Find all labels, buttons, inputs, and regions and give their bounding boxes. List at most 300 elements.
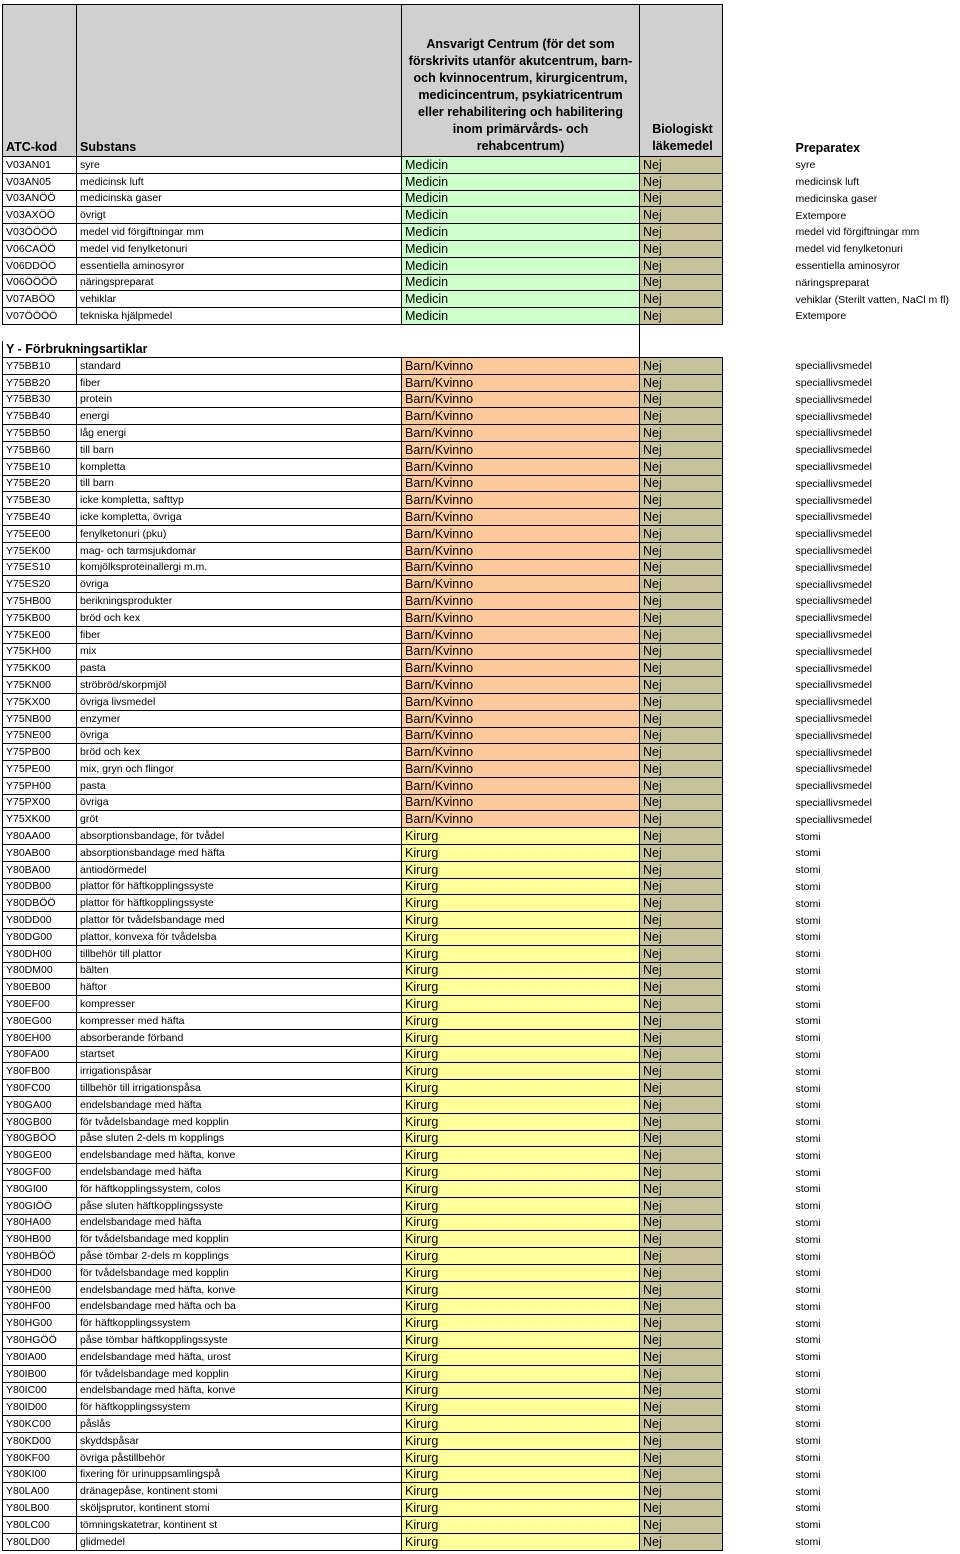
preparatex-cell[interactable]: speciallivsmedel [795, 629, 872, 642]
empty-cell[interactable] [723, 1516, 793, 1533]
preparatex-cell[interactable]: medicinska gaser [795, 192, 878, 205]
substans-cell[interactable]: övrigt [77, 207, 402, 224]
substans-cell[interactable]: gröt [77, 811, 402, 828]
substans-cell[interactable]: tillbehör till plattor [77, 945, 402, 962]
substans-cell[interactable]: dränagepåse, kontinent stomi [77, 1483, 402, 1500]
atc-code-cell[interactable]: Y80KI00 [3, 1466, 77, 1483]
empty-cell[interactable] [723, 224, 793, 241]
ansvarigt-centrum-cell[interactable]: Barn/Kvinno [402, 643, 640, 660]
substans-cell[interactable]: endelsbandage med häfta [77, 1214, 402, 1231]
ansvarigt-centrum-cell[interactable]: Kirurg [402, 1281, 640, 1298]
substans-cell[interactable]: påse sluten häftkopplingssyste [77, 1197, 402, 1214]
substans-cell[interactable]: medicinsk luft [77, 173, 402, 190]
empty-cell[interactable] [723, 357, 793, 374]
empty-cell[interactable] [3, 324, 77, 341]
empty-cell[interactable] [723, 1181, 793, 1198]
biologiskt-cell[interactable]: Nej [640, 408, 723, 425]
preparatex-cell[interactable]: stomi [795, 1485, 821, 1498]
substans-cell[interactable]: fixering för urinuppsamlingspå [77, 1466, 402, 1483]
atc-code-cell[interactable]: Y75NE00 [3, 727, 77, 744]
atc-code-cell[interactable]: Y80HBÖÖ [3, 1248, 77, 1265]
biologiskt-cell[interactable]: Nej [640, 710, 723, 727]
biologiskt-cell[interactable]: Nej [640, 492, 723, 509]
atc-code-cell[interactable]: Y75BE40 [3, 509, 77, 526]
ansvarigt-centrum-cell[interactable]: Medicin [402, 190, 640, 207]
atc-code-cell[interactable]: Y80AA00 [3, 828, 77, 845]
substans-cell[interactable]: för häftkopplingssystem [77, 1399, 402, 1416]
atc-code-cell[interactable]: Y75HB00 [3, 593, 77, 610]
atc-code-cell[interactable]: Y75BE20 [3, 475, 77, 492]
atc-code-cell[interactable]: Y80FB00 [3, 1063, 77, 1080]
preparatex-cell[interactable]: stomi [795, 1048, 821, 1061]
atc-code-cell[interactable]: Y80HE00 [3, 1281, 77, 1298]
biologiskt-cell[interactable]: Nej [640, 945, 723, 962]
ansvarigt-centrum-cell[interactable]: Kirurg [402, 1416, 640, 1433]
substans-cell[interactable]: endelsbandage med häfta [77, 1164, 402, 1181]
atc-code-cell[interactable]: Y80AB00 [3, 845, 77, 862]
substans-cell[interactable]: mag- och tarmsjukdomar [77, 542, 402, 559]
empty-cell[interactable] [723, 979, 793, 996]
ansvarigt-centrum-cell[interactable]: Kirurg [402, 1248, 640, 1265]
preparatex-cell[interactable]: speciallivsmedel [795, 679, 872, 692]
substans-cell[interactable]: kompresser med häfta [77, 1013, 402, 1030]
biologiskt-cell[interactable]: Nej [640, 1248, 723, 1265]
ansvarigt-centrum-cell[interactable]: Kirurg [402, 1332, 640, 1349]
empty-cell[interactable] [723, 425, 793, 442]
atc-code-cell[interactable]: Y80EB00 [3, 979, 77, 996]
biologiskt-cell[interactable]: Nej [640, 425, 723, 442]
preparatex-cell[interactable]: speciallivsmedel [795, 746, 872, 759]
atc-code-cell[interactable]: Y75BB60 [3, 441, 77, 458]
biologiskt-cell[interactable]: Nej [640, 1013, 723, 1030]
substans-cell[interactable]: absorptionsbandage med häfta [77, 845, 402, 862]
preparatex-cell[interactable]: syre [795, 159, 816, 172]
biologiskt-cell[interactable]: Nej [640, 1147, 723, 1164]
biologiskt-cell[interactable]: Nej [640, 693, 723, 710]
atc-code-cell[interactable]: Y80KC00 [3, 1416, 77, 1433]
atc-code-cell[interactable]: V03ANÖÖ [3, 190, 77, 207]
ansvarigt-centrum-cell[interactable]: Kirurg [402, 1130, 640, 1147]
atc-code-cell[interactable]: Y75BB40 [3, 408, 77, 425]
ansvarigt-centrum-cell[interactable]: Barn/Kvinno [402, 693, 640, 710]
ansvarigt-centrum-cell[interactable]: Barn/Kvinno [402, 576, 640, 593]
ansvarigt-centrum-cell[interactable]: Medicin [402, 308, 640, 325]
ansvarigt-centrum-cell[interactable]: Barn/Kvinno [402, 525, 640, 542]
substans-cell[interactable]: berikningsprodukter [77, 593, 402, 610]
preparatex-cell[interactable]: stomi [795, 897, 821, 910]
substans-cell[interactable]: påse tömbar 2-dels m kopplings [77, 1248, 402, 1265]
preparatex-cell[interactable]: stomi [795, 1099, 821, 1112]
empty-cell[interactable] [723, 962, 793, 979]
substans-cell[interactable]: kompletta [77, 458, 402, 475]
biologiskt-cell[interactable]: Nej [640, 861, 723, 878]
atc-code-cell[interactable]: Y80GE00 [3, 1147, 77, 1164]
ansvarigt-centrum-cell[interactable]: Barn/Kvinno [402, 777, 640, 794]
preparatex-cell[interactable]: speciallivsmedel [795, 511, 872, 524]
empty-cell[interactable] [723, 945, 793, 962]
preparatex-cell[interactable]: Extempore [795, 209, 847, 222]
ansvarigt-centrum-cell[interactable]: Kirurg [402, 1164, 640, 1181]
substans-cell[interactable]: antiodörmedel [77, 861, 402, 878]
biologiskt-cell[interactable]: Nej [640, 357, 723, 374]
ansvarigt-centrum-cell[interactable]: Medicin [402, 291, 640, 308]
ansvarigt-centrum-cell[interactable]: Kirurg [402, 1399, 640, 1416]
atc-code-cell[interactable]: Y80EG00 [3, 1013, 77, 1030]
ansvarigt-centrum-cell[interactable]: Barn/Kvinno [402, 559, 640, 576]
preparatex-cell[interactable]: speciallivsmedel [795, 763, 872, 776]
substans-cell[interactable]: tömningskatetrar, kontinent st [77, 1516, 402, 1533]
biologiskt-cell[interactable]: Nej [640, 1348, 723, 1365]
preparatex-cell[interactable]: stomi [795, 1116, 821, 1129]
biologiskt-cell[interactable]: Nej [640, 207, 723, 224]
ansvarigt-centrum-cell[interactable]: Kirurg [402, 895, 640, 912]
empty-cell[interactable] [723, 761, 793, 778]
biologiskt-cell[interactable]: Nej [640, 441, 723, 458]
atc-code-cell[interactable]: V03AXÖÖ [3, 207, 77, 224]
substans-cell[interactable]: endelsbandage med häfta, konve [77, 1147, 402, 1164]
preparatex-cell[interactable]: stomi [795, 1082, 821, 1095]
preparatex-cell[interactable]: stomi [795, 1468, 821, 1481]
empty-cell[interactable] [723, 1315, 793, 1332]
empty-cell[interactable] [723, 1466, 793, 1483]
atc-code-cell[interactable]: Y80DG00 [3, 929, 77, 946]
ansvarigt-centrum-cell[interactable]: Kirurg [402, 1063, 640, 1080]
preparatex-cell[interactable]: medicinsk luft [795, 176, 860, 189]
empty-cell[interactable] [723, 626, 793, 643]
substans-cell[interactable]: startset [77, 1046, 402, 1063]
biologiskt-cell[interactable]: Nej [640, 660, 723, 677]
biologiskt-cell[interactable]: Nej [640, 609, 723, 626]
substans-cell[interactable]: plattor för tvådelsbandage med [77, 912, 402, 929]
empty-cell[interactable] [723, 794, 793, 811]
preparatex-cell[interactable]: speciallivsmedel [795, 595, 872, 608]
substans-cell[interactable]: endelsbandage med häfta, konve [77, 1281, 402, 1298]
atc-code-cell[interactable]: Y80GA00 [3, 1097, 77, 1114]
biologiskt-cell[interactable]: Nej [640, 1164, 723, 1181]
empty-cell[interactable] [723, 845, 793, 862]
ansvarigt-centrum-cell[interactable]: Medicin [402, 207, 640, 224]
biologiskt-cell[interactable]: Nej [640, 458, 723, 475]
empty-cell[interactable] [723, 1097, 793, 1114]
empty-cell[interactable] [723, 744, 793, 761]
biologiskt-cell[interactable]: Nej [640, 1399, 723, 1416]
atc-code-cell[interactable]: Y80DBÖÖ [3, 895, 77, 912]
substans-cell[interactable]: sköljsprutor, kontinent stomi [77, 1500, 402, 1517]
biologiskt-cell[interactable]: Nej [640, 240, 723, 257]
ansvarigt-centrum-cell[interactable]: Kirurg [402, 1147, 640, 1164]
ansvarigt-centrum-cell[interactable]: Barn/Kvinno [402, 458, 640, 475]
biologiskt-cell[interactable]: Nej [640, 1365, 723, 1382]
ansvarigt-centrum-cell[interactable]: Kirurg [402, 1231, 640, 1248]
ansvarigt-centrum-cell[interactable]: Kirurg [402, 962, 640, 979]
biologiskt-cell[interactable]: Nej [640, 1449, 723, 1466]
preparatex-cell[interactable]: speciallivsmedel [795, 612, 872, 625]
atc-code-cell[interactable]: Y80ID00 [3, 1399, 77, 1416]
biologiskt-cell[interactable]: Nej [640, 962, 723, 979]
preparatex-cell[interactable]: stomi [795, 1284, 821, 1297]
biologiskt-cell[interactable]: Nej [640, 845, 723, 862]
empty-cell[interactable] [723, 525, 793, 542]
atc-code-cell[interactable]: V03AN01 [3, 157, 77, 174]
ansvarigt-centrum-cell[interactable]: Kirurg [402, 1516, 640, 1533]
substans-cell[interactable]: för häftkopplingssystem [77, 1315, 402, 1332]
preparatex-cell[interactable]: speciallivsmedel [795, 545, 872, 558]
atc-code-cell[interactable]: Y75BB20 [3, 374, 77, 391]
empty-cell[interactable] [723, 391, 793, 408]
preparatex-cell[interactable]: speciallivsmedel [795, 813, 872, 826]
ansvarigt-centrum-cell[interactable]: Kirurg [402, 1449, 640, 1466]
ansvarigt-centrum-cell[interactable]: Medicin [402, 274, 640, 291]
substans-cell[interactable]: för häftkopplingssystem, colos [77, 1181, 402, 1198]
atc-code-cell[interactable]: Y75BB50 [3, 425, 77, 442]
substans-cell[interactable]: fiber [77, 626, 402, 643]
empty-cell[interactable] [723, 475, 793, 492]
empty-cell[interactable] [723, 576, 793, 593]
ansvarigt-centrum-cell[interactable]: Barn/Kvinno [402, 408, 640, 425]
biologiskt-cell[interactable]: Nej [640, 1500, 723, 1517]
ansvarigt-centrum-cell[interactable]: Kirurg [402, 1432, 640, 1449]
biologiskt-cell[interactable]: Nej [640, 1416, 723, 1433]
ansvarigt-centrum-cell[interactable]: Kirurg [402, 828, 640, 845]
substans-cell[interactable]: medel vid fenylketonuri [77, 240, 402, 257]
substans-cell[interactable]: protein [77, 391, 402, 408]
atc-code-cell[interactable]: Y80DB00 [3, 878, 77, 895]
header-preparatex[interactable]: Preparatex [795, 140, 861, 155]
header-ansvarigt-centrum[interactable]: Ansvarigt Centrum (för det som förskrivits utanför akutcentrum, barn- och kvinnocentrum, kirurgicentrum, medicincentrum, psykiatricentrum eller rehabilitering och habilitering inom primärvårds- och rehabcentrum) [402, 5, 640, 157]
empty-cell[interactable] [723, 509, 793, 526]
preparatex-cell[interactable]: stomi [795, 830, 821, 843]
biologiskt-cell[interactable]: Nej [640, 157, 723, 174]
empty-cell[interactable] [723, 308, 793, 325]
empty-cell[interactable] [723, 173, 793, 190]
atc-code-cell[interactable]: V06DDÖÖ [3, 257, 77, 274]
substans-cell[interactable]: absorptionsbandage, för tvådel [77, 828, 402, 845]
biologiskt-cell[interactable]: Nej [640, 626, 723, 643]
ansvarigt-centrum-cell[interactable]: Barn/Kvinno [402, 357, 640, 374]
substans-cell[interactable]: standard [77, 357, 402, 374]
atc-code-cell[interactable]: Y80IB00 [3, 1365, 77, 1382]
preparatex-cell[interactable]: stomi [795, 1452, 821, 1465]
atc-code-cell[interactable]: V06CAÖÖ [3, 240, 77, 257]
ansvarigt-centrum-cell[interactable]: Kirurg [402, 1097, 640, 1114]
biologiskt-cell[interactable]: Nej [640, 576, 723, 593]
substans-cell[interactable]: övriga livsmedel [77, 693, 402, 710]
empty-cell[interactable] [723, 1113, 793, 1130]
biologiskt-cell[interactable]: Nej [640, 1466, 723, 1483]
ansvarigt-centrum-cell[interactable]: Barn/Kvinno [402, 794, 640, 811]
biologiskt-cell[interactable]: Nej [640, 1029, 723, 1046]
preparatex-cell[interactable]: stomi [795, 998, 821, 1011]
atc-code-cell[interactable]: Y75ES10 [3, 559, 77, 576]
biologiskt-cell[interactable]: Nej [640, 1315, 723, 1332]
atc-code-cell[interactable]: Y80DD00 [3, 912, 77, 929]
atc-code-cell[interactable]: Y80EF00 [3, 996, 77, 1013]
ansvarigt-centrum-cell[interactable]: Kirurg [402, 1483, 640, 1500]
substans-cell[interactable]: övriga [77, 794, 402, 811]
biologiskt-cell[interactable]: Nej [640, 291, 723, 308]
empty-cell[interactable] [723, 1365, 793, 1382]
ansvarigt-centrum-cell[interactable]: Barn/Kvinno [402, 761, 640, 778]
preparatex-cell[interactable]: stomi [795, 1065, 821, 1078]
empty-cell[interactable] [402, 341, 640, 358]
atc-code-cell[interactable]: V06ÖÖÖÖ [3, 274, 77, 291]
empty-cell[interactable] [723, 5, 793, 157]
atc-code-cell[interactable]: Y80IC00 [3, 1382, 77, 1399]
preparatex-cell[interactable]: speciallivsmedel [795, 377, 872, 390]
preparatex-cell[interactable]: speciallivsmedel [795, 410, 872, 423]
atc-code-cell[interactable]: Y80BA00 [3, 861, 77, 878]
empty-cell[interactable] [723, 895, 793, 912]
atc-code-cell[interactable]: Y80GI00 [3, 1181, 77, 1198]
biologiskt-cell[interactable]: Nej [640, 828, 723, 845]
preparatex-cell[interactable]: speciallivsmedel [795, 561, 872, 574]
preparatex-cell[interactable]: stomi [795, 847, 821, 860]
substans-cell[interactable]: essentiella aminosyror [77, 257, 402, 274]
atc-code-cell[interactable]: Y80HGÖÖ [3, 1332, 77, 1349]
preparatex-cell[interactable]: speciallivsmedel [795, 780, 872, 793]
biologiskt-cell[interactable]: Nej [640, 1265, 723, 1282]
preparatex-cell[interactable]: speciallivsmedel [795, 696, 872, 709]
ansvarigt-centrum-cell[interactable]: Kirurg [402, 929, 640, 946]
ansvarigt-centrum-cell[interactable]: Kirurg [402, 861, 640, 878]
empty-cell[interactable] [723, 1382, 793, 1399]
atc-code-cell[interactable]: Y80HF00 [3, 1298, 77, 1315]
atc-code-cell[interactable]: Y75PX00 [3, 794, 77, 811]
substans-cell[interactable]: övriga [77, 727, 402, 744]
ansvarigt-centrum-cell[interactable]: Barn/Kvinno [402, 492, 640, 509]
substans-cell[interactable]: till barn [77, 475, 402, 492]
empty-cell[interactable] [723, 693, 793, 710]
preparatex-cell[interactable]: speciallivsmedel [795, 494, 872, 507]
biologiskt-cell[interactable]: Nej [640, 1197, 723, 1214]
biologiskt-cell[interactable]: Nej [640, 1332, 723, 1349]
atc-code-cell[interactable]: Y80GB00 [3, 1113, 77, 1130]
ansvarigt-centrum-cell[interactable]: Kirurg [402, 1533, 640, 1550]
atc-code-cell[interactable]: V07ÖÖÖÖ [3, 308, 77, 325]
ansvarigt-centrum-cell[interactable]: Medicin [402, 224, 640, 241]
preparatex-cell[interactable]: stomi [795, 1032, 821, 1045]
biologiskt-cell[interactable]: Nej [640, 1281, 723, 1298]
preparatex-cell[interactable]: stomi [795, 1418, 821, 1431]
empty-cell[interactable] [402, 324, 640, 341]
preparatex-cell[interactable]: essentiella aminosyror [795, 260, 900, 273]
ansvarigt-centrum-cell[interactable]: Kirurg [402, 1029, 640, 1046]
substans-cell[interactable]: låg energi [77, 425, 402, 442]
ansvarigt-centrum-cell[interactable]: Kirurg [402, 1013, 640, 1030]
empty-cell[interactable] [723, 996, 793, 1013]
biologiskt-cell[interactable]: Nej [640, 727, 723, 744]
empty-cell[interactable] [723, 609, 793, 626]
biologiskt-cell[interactable]: Nej [640, 811, 723, 828]
empty-cell[interactable] [723, 828, 793, 845]
empty-cell[interactable] [77, 324, 402, 341]
preparatex-cell[interactable]: näringspreparat [795, 276, 870, 289]
empty-cell[interactable] [723, 1080, 793, 1097]
atc-code-cell[interactable]: Y75BE30 [3, 492, 77, 509]
substans-cell[interactable]: medel vid förgiftningar mm [77, 224, 402, 241]
biologiskt-cell[interactable]: Nej [640, 308, 723, 325]
empty-cell[interactable] [723, 727, 793, 744]
atc-code-cell[interactable]: Y80FA00 [3, 1046, 77, 1063]
empty-cell[interactable] [723, 1483, 793, 1500]
empty-cell[interactable] [723, 878, 793, 895]
atc-code-cell[interactable]: Y80LD00 [3, 1533, 77, 1550]
substans-cell[interactable]: påslås [77, 1416, 402, 1433]
empty-cell[interactable] [723, 1130, 793, 1147]
biologiskt-cell[interactable]: Nej [640, 593, 723, 610]
ansvarigt-centrum-cell[interactable]: Kirurg [402, 1365, 640, 1382]
atc-code-cell[interactable]: Y80HG00 [3, 1315, 77, 1332]
substans-cell[interactable]: kompresser [77, 996, 402, 1013]
substans-cell[interactable]: fiber [77, 374, 402, 391]
atc-code-cell[interactable]: Y75EE00 [3, 525, 77, 542]
biologiskt-cell[interactable]: Nej [640, 996, 723, 1013]
atc-code-cell[interactable]: Y75KN00 [3, 677, 77, 694]
ansvarigt-centrum-cell[interactable]: Barn/Kvinno [402, 811, 640, 828]
substans-cell[interactable]: tekniska hjälpmedel [77, 308, 402, 325]
empty-cell[interactable] [723, 1231, 793, 1248]
ansvarigt-centrum-cell[interactable]: Kirurg [402, 1181, 640, 1198]
preparatex-cell[interactable]: medel vid förgiftningar mm [795, 226, 920, 239]
substans-cell[interactable]: icke kompletta, safttyp [77, 492, 402, 509]
ansvarigt-centrum-cell[interactable]: Kirurg [402, 1500, 640, 1517]
substans-cell[interactable]: mix [77, 643, 402, 660]
atc-code-cell[interactable]: V03AN05 [3, 173, 77, 190]
biologiskt-cell[interactable]: Nej [640, 224, 723, 241]
empty-cell[interactable] [723, 1046, 793, 1063]
preparatex-cell[interactable]: stomi [795, 1334, 821, 1347]
empty-cell[interactable] [723, 1265, 793, 1282]
substans-cell[interactable]: endelsbandage med häfta, urost [77, 1348, 402, 1365]
substans-cell[interactable]: övriga [77, 576, 402, 593]
substans-cell[interactable]: plattor för häftkopplingssyste [77, 895, 402, 912]
atc-code-cell[interactable]: Y75PH00 [3, 777, 77, 794]
preparatex-cell[interactable]: stomi [795, 1200, 821, 1213]
empty-cell[interactable] [723, 1533, 793, 1550]
preparatex-cell[interactable]: stomi [795, 1216, 821, 1229]
empty-cell[interactable] [723, 1500, 793, 1517]
empty-cell[interactable] [723, 257, 793, 274]
ansvarigt-centrum-cell[interactable]: Barn/Kvinno [402, 710, 640, 727]
substans-cell[interactable]: syre [77, 157, 402, 174]
biologiskt-cell[interactable]: Nej [640, 1382, 723, 1399]
substans-cell[interactable]: plattor för häftkopplingssyste [77, 878, 402, 895]
substans-cell[interactable]: endelsbandage med häfta, konve [77, 1382, 402, 1399]
atc-code-cell[interactable]: Y75KX00 [3, 693, 77, 710]
empty-cell[interactable] [723, 1281, 793, 1298]
empty-cell[interactable] [723, 929, 793, 946]
preparatex-cell[interactable]: stomi [795, 1300, 821, 1313]
substans-cell[interactable]: fenylketonuri (pku) [77, 525, 402, 542]
empty-cell[interactable] [723, 1248, 793, 1265]
header-substans[interactable]: Substans [77, 5, 402, 157]
empty-cell[interactable] [723, 1197, 793, 1214]
substans-cell[interactable]: komjölksproteinallergi m.m. [77, 559, 402, 576]
preparatex-cell[interactable]: stomi [795, 914, 821, 927]
ansvarigt-centrum-cell[interactable]: Barn/Kvinno [402, 744, 640, 761]
atc-code-cell[interactable]: Y75KK00 [3, 660, 77, 677]
header-biologiskt-lakemedel[interactable]: Biologiskt läkemedel [640, 5, 723, 157]
preparatex-cell[interactable]: medel vid fenylketonuri [795, 243, 903, 256]
atc-code-cell[interactable]: Y75BB30 [3, 391, 77, 408]
preparatex-cell[interactable]: stomi [795, 1250, 821, 1263]
preparatex-cell[interactable]: stomi [795, 1267, 821, 1280]
atc-code-cell[interactable]: Y80GBÖÖ [3, 1130, 77, 1147]
biologiskt-cell[interactable]: Nej [640, 1298, 723, 1315]
ansvarigt-centrum-cell[interactable]: Kirurg [402, 945, 640, 962]
atc-code-cell[interactable]: Y75EK00 [3, 542, 77, 559]
biologiskt-cell[interactable]: Nej [640, 509, 723, 526]
